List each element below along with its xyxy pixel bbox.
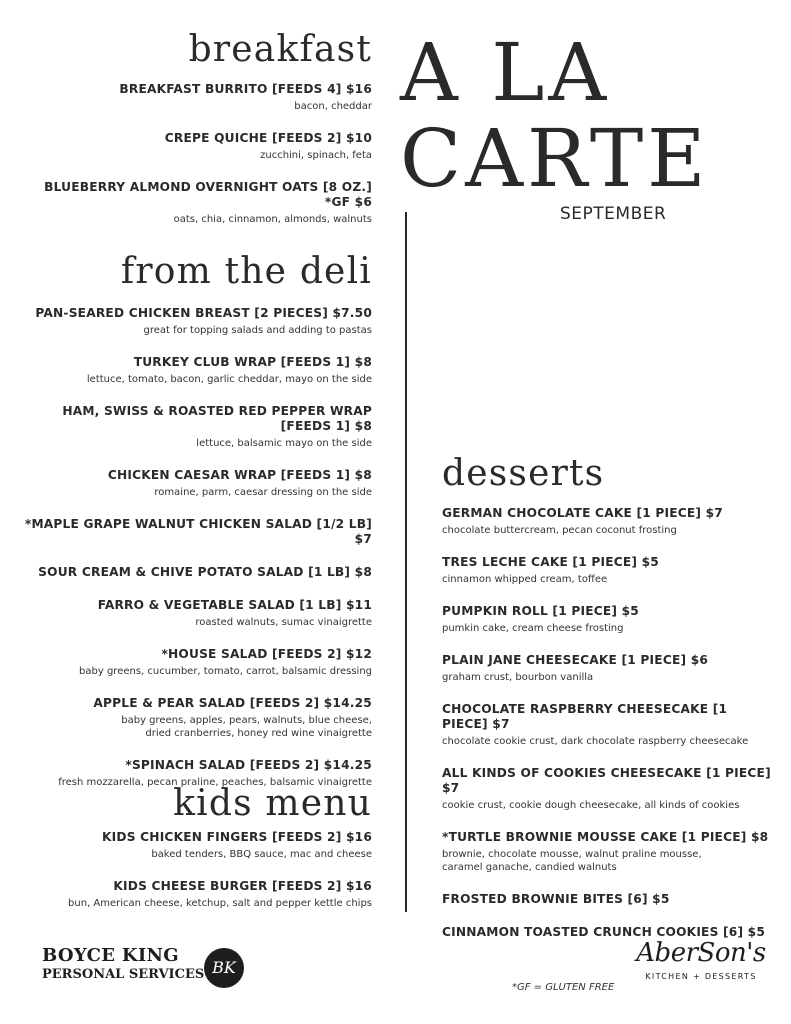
item-desc: baked tenders, BBQ sauce, mac and cheese [151,849,372,860]
title-line-2: CARTE [400,112,710,205]
menu-item [22,830,372,861]
deli-title: from the deli [120,251,372,292]
bk-name: BOYCE KING [42,945,179,966]
menu-item [442,506,772,537]
item-name: KIDS CHEESE BURGER [FEEDS 2] $16 [113,879,372,893]
menu-item [22,355,372,386]
gluten-free-note: *GF = GLUTEN FREE [512,982,615,993]
item-name: BLUEBERRY ALMOND OVERNIGHT OATS [8 OZ.] *GF $6 [44,180,372,209]
item-desc: fresh mozzarella, pecan praline, peaches, balsamic vinaigrette [58,777,372,788]
desserts-section [442,454,772,958]
breakfast-section [22,30,372,244]
item-desc: roasted walnuts, sumac vinaigrette [195,617,372,628]
menu-item [442,604,772,635]
title-line-1: A LA [400,26,611,119]
deli-section [22,252,372,807]
kids-section [22,784,372,928]
item-desc-line-2: caramel ganache, candied walnuts [442,862,617,873]
menu-item [22,468,372,499]
menu-item [22,517,372,547]
item-name: PLAIN JANE CHEESECAKE [1 PIECE] $6 [442,653,709,667]
item-desc: great for topping salads and adding to pastas [143,325,372,336]
item-desc: brownie, chocolate mousse, walnut praline mousse, [442,849,702,860]
item-name: PAN-SEARED CHICKEN BREAST [2 PIECES] $7.50 [35,306,372,320]
menu-item [22,647,372,678]
item-name: FROSTED BROWNIE BITES [6] $5 [442,892,670,906]
item-desc: chocolate cookie crust, dark chocolate raspberry cheesecake [442,736,749,747]
item-desc: chocolate buttercream, pecan coconut frosting [442,525,677,536]
item-name: SOUR CREAM & CHIVE POTATO SALAD [1 LB] $8 [38,565,372,579]
item-desc: bun, American cheese, ketchup, salt and pepper kettle chips [68,898,372,909]
boyce-king-logo [42,946,262,990]
item-name: *SPINACH SALAD [FEEDS 2] $14.25 [125,758,372,772]
month-label: SEPTEMBER [560,204,667,224]
breakfast-title: breakfast [188,29,372,70]
desserts-title: desserts [442,453,605,494]
item-name: GERMAN CHOCOLATE CAKE [1 PIECE] $7 [442,506,723,520]
aberson-logo [636,936,766,981]
menu-item [22,879,372,910]
aberson-script: AberSon's [636,938,766,968]
item-name: APPLE & PEAR SALAD [FEEDS 2] $14.25 [93,696,372,710]
item-desc: cookie crust, cookie dough cheesecake, all kinds of cookies [442,800,740,811]
item-name: BREAKFAST BURRITO [FEEDS 4] $16 [119,82,372,96]
item-desc: zucchini, spinach, feta [260,150,372,161]
item-desc: oats, chia, cinnamon, almonds, walnuts [173,214,372,225]
menu-item [442,830,772,874]
menu-item [22,131,372,162]
menu-item [442,702,772,748]
item-name: CHICKEN CAESAR WRAP [FEEDS 1] $8 [107,468,372,482]
item-desc: pumkin cake, cream cheese frosting [442,623,624,634]
item-name: KIDS CHICKEN FINGERS [FEEDS 2] $16 [102,830,372,844]
item-desc: cinnamon whipped cream, toffee [442,574,608,585]
item-name: TRES LECHE CAKE [1 PIECE] $5 [442,555,659,569]
column-divider [405,212,407,912]
bk-subtitle: PERSONAL SERVICES [42,967,205,982]
item-name: *MAPLE GRAPE WALNUT CHICKEN SALAD [1/2 LB] $7 [24,517,372,546]
page-title [400,26,710,205]
menu-item [442,766,772,812]
item-name: FARRO & VEGETABLE SALAD [1 LB] $11 [97,598,372,612]
item-desc: baby greens, cucumber, tomato, carrot, balsamic dressing [79,666,372,677]
aberson-subtitle: KITCHEN + DESSERTS [645,972,757,981]
menu-item [22,696,372,740]
item-name: CHOCOLATE RASPBERRY CHEESECAKE [1 PIECE] $7 [442,702,728,731]
menu-item [22,404,372,450]
item-name: ALL KINDS OF COOKIES CHEESECAKE [1 PIECE] $7 [442,766,771,795]
menu-item [442,892,772,907]
item-desc-line-2: dried cranberries, honey red wine vinaigrette [145,728,372,739]
menu-item [22,306,372,337]
item-name: CINNAMON TOASTED CRUNCH COOKIES [6] $5 [442,925,766,939]
item-name: *HOUSE SALAD [FEEDS 2] $12 [161,647,372,661]
kids-title: kids menu [173,783,372,824]
item-name: PUMPKIN ROLL [1 PIECE] $5 [442,604,639,618]
item-name: HAM, SWISS & ROASTED RED PEPPER WRAP [FEEDS 1] $8 [62,404,372,433]
item-name: CREPE QUICHE [FEEDS 2] $10 [164,131,372,145]
item-desc: graham crust, bourbon vanilla [442,672,594,683]
bk-monogram-icon: BK [204,948,244,988]
item-desc: lettuce, balsamic mayo on the side [196,438,372,449]
item-desc: lettuce, tomato, bacon, garlic cheddar, mayo on the side [86,374,372,385]
item-desc: romaine, parm, caesar dressing on the side [154,487,372,498]
menu-item [22,82,372,113]
item-name: *TURTLE BROWNIE MOUSSE CAKE [1 PIECE] $8 [442,830,769,844]
menu-item [442,555,772,586]
menu-item [22,598,372,629]
menu-item [22,565,372,580]
menu-item [22,180,372,226]
menu-item [442,653,772,684]
item-name: TURKEY CLUB WRAP [FEEDS 1] $8 [133,355,372,369]
item-desc: bacon, cheddar [294,101,372,112]
item-desc: baby greens, apples, pears, walnuts, blue cheese, [121,715,372,726]
